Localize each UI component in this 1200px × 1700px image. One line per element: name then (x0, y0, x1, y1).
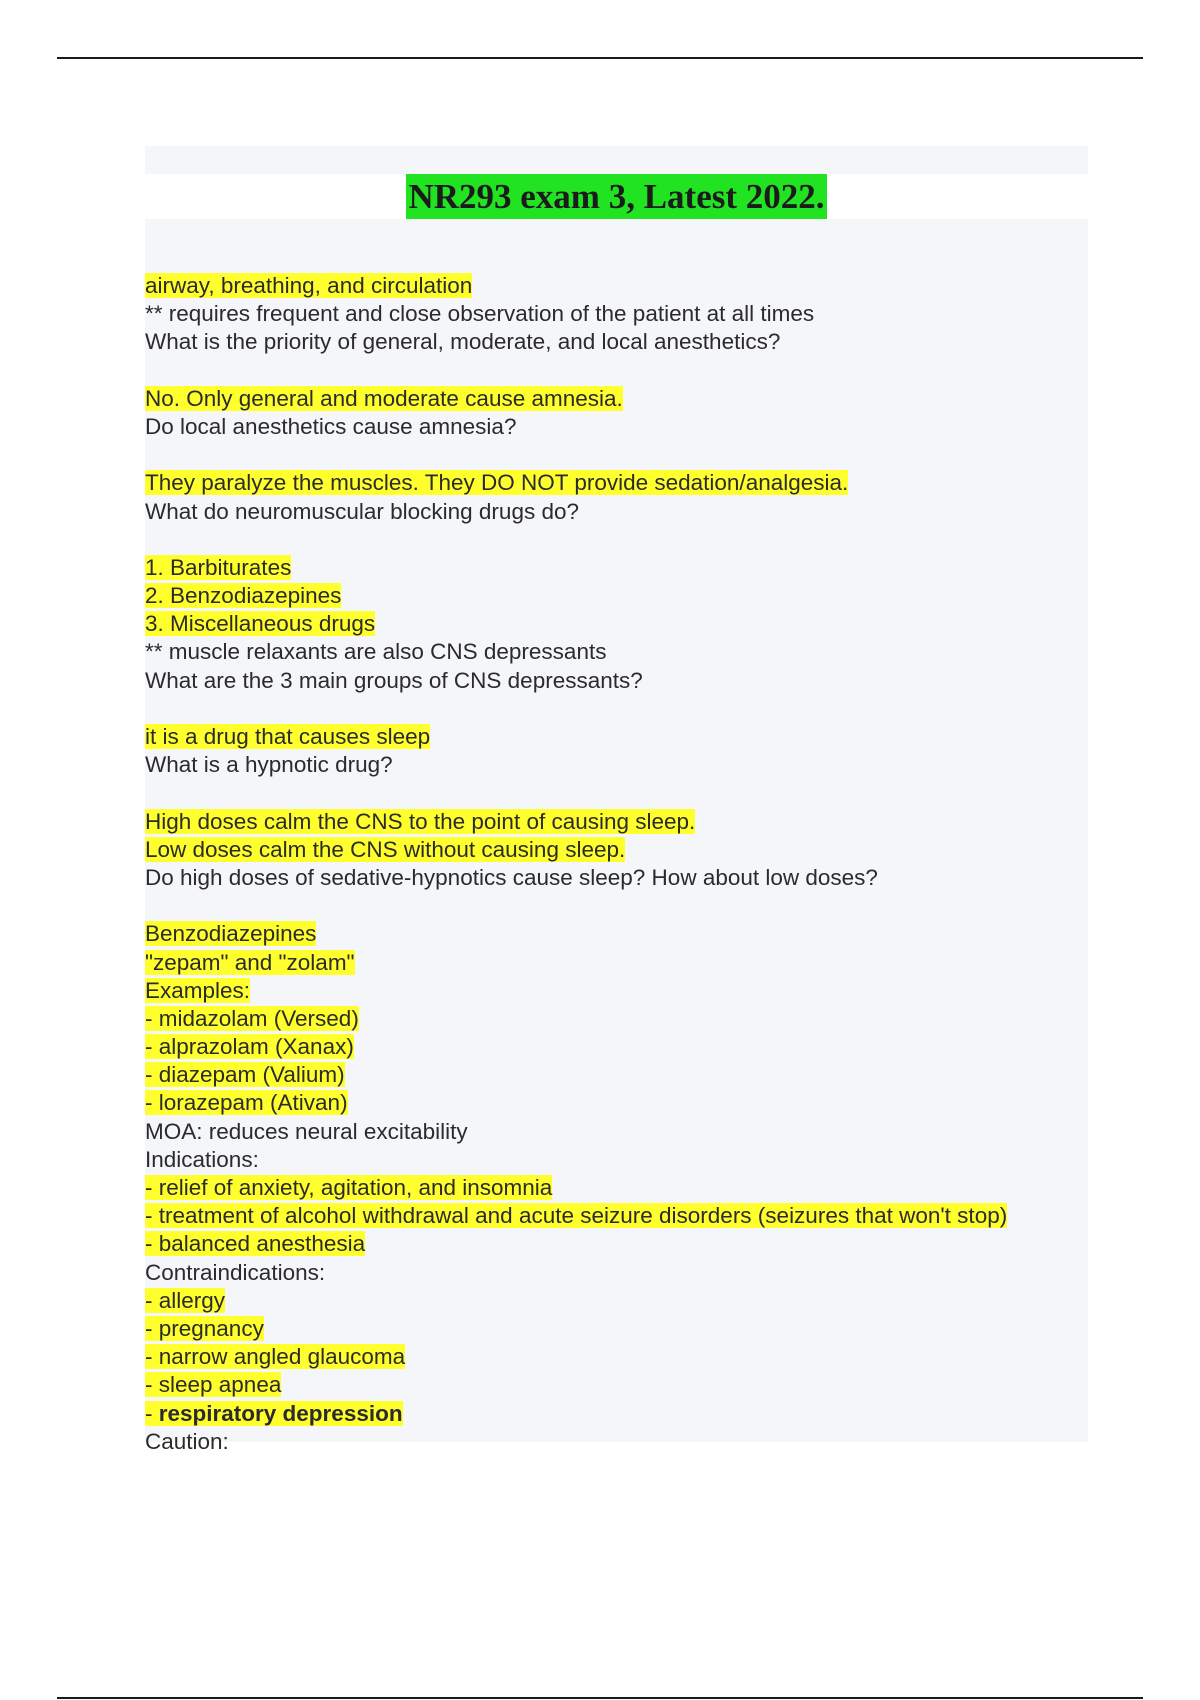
document-title: NR293 exam 3, Latest 2022. (406, 174, 826, 219)
block-gap (145, 441, 1088, 469)
contraindication-text: - pregnancy (145, 1315, 264, 1341)
benzo-example-text: - lorazepam (Ativan) (145, 1090, 348, 1116)
note-text: ** muscle relaxants are also CNS depressants (145, 639, 607, 665)
benzo-example-text-line (145, 1005, 1088, 1033)
block-gap (145, 357, 1088, 385)
answer-text: 2. Benzodiazepines (145, 583, 342, 609)
benzo-example-text: - diazepam (Valium) (145, 1062, 345, 1088)
answer-text: No. Only general and moderate cause amnesia. (145, 385, 623, 411)
question-text-line (145, 498, 1088, 526)
question-text: Do local anesthetics cause amnesia? (145, 413, 517, 439)
contraindication-text: - allergy (145, 1287, 226, 1313)
block-gap (145, 892, 1088, 920)
answer-text-line (145, 808, 1088, 836)
caution-label-line (145, 1428, 1088, 1456)
answer-text: 1. Barbiturates (145, 554, 292, 580)
indications-label: Indications: (145, 1146, 259, 1172)
indication-text: - relief of anxiety, agitation, and insomnia (145, 1175, 553, 1200)
contraindication-text-line (145, 1315, 1088, 1343)
top-rule (57, 57, 1143, 59)
bottom-rule (57, 1697, 1143, 1699)
answer-text-line (145, 272, 1088, 300)
contraindication-text-line (145, 1287, 1088, 1315)
indication-text: - balanced anesthesia (145, 1231, 366, 1257)
title-wrap (145, 174, 1088, 219)
contraindication-bold-text: respiratory depression (158, 1400, 403, 1426)
benzo-header-text: Benzodiazepines (145, 921, 317, 947)
contraindication-text: - narrow angled glaucoma (145, 1344, 406, 1370)
contraindication-text-line (145, 1371, 1088, 1399)
answer-text: Low doses calm the CNS without causing sleep. (145, 836, 626, 862)
question-text-line (145, 751, 1088, 779)
question-text-line (145, 667, 1088, 695)
benzo-moa-text: MOA: reduces neural excitability (145, 1118, 468, 1144)
answer-text-line (145, 554, 1088, 582)
document-page (145, 146, 1088, 1454)
contraindications-label: Contraindications: (145, 1259, 326, 1285)
answer-text-line (145, 723, 1088, 751)
block-gap (145, 526, 1088, 554)
answer-text: 3. Miscellaneous drugs (145, 611, 376, 637)
answer-text: it is a drug that causes sleep (145, 724, 431, 749)
block-gap (145, 695, 1088, 723)
indication-text: - treatment of alcohol withdrawal and acute seizure disorders (seizures that won't stop) (145, 1203, 1008, 1229)
caution-label: Caution: (145, 1428, 229, 1454)
answer-text-line (145, 582, 1088, 610)
note-text-line (145, 638, 1088, 666)
benzo-header-text-line (145, 977, 1088, 1005)
contraindications-label-line (145, 1259, 1088, 1287)
flashcard-content (145, 272, 1088, 1456)
note-text: ** requires frequent and close observation of the patient at all times (145, 301, 815, 327)
block-gap (145, 779, 1088, 807)
note-text-line (145, 300, 1088, 328)
indication-text-line (145, 1230, 1088, 1258)
answer-text: airway, breathing, and circulation (145, 273, 473, 298)
benzo-header-text: "zepam" and "zolam" (145, 949, 355, 975)
contraindication-text: - sleep apnea (145, 1372, 282, 1398)
benzo-example-text-line (145, 1061, 1088, 1089)
indication-text-line (145, 1202, 1088, 1230)
answer-text-line (145, 836, 1088, 864)
indications-label-line (145, 1146, 1088, 1174)
answer-text: They paralyze the muscles. They DO NOT provide sedation/analgesia. (145, 470, 849, 496)
benzo-header-text-line (145, 949, 1088, 977)
answer-text-line (145, 469, 1088, 497)
question-text: What do neuromuscular blocking drugs do? (145, 498, 579, 524)
question-text-line (145, 864, 1088, 892)
question-text: What is the priority of general, moderate, and local anesthetics? (145, 329, 781, 355)
benzo-header-text: Examples: (145, 977, 251, 1003)
benzo-example-text-line (145, 1033, 1088, 1061)
contraindication-bold-highlight (145, 1401, 403, 1426)
answer-text-line (145, 610, 1088, 638)
answer-text: High doses calm the CNS to the point of causing sleep. (145, 808, 696, 834)
question-text-line (145, 328, 1088, 356)
contraindication-text-line (145, 1343, 1088, 1371)
contraindication-bold-prefix: - (145, 1400, 159, 1426)
answer-text-line (145, 385, 1088, 413)
contraindication-bold-line (145, 1400, 1088, 1428)
question-text-line (145, 413, 1088, 441)
benzo-example-text: - midazolam (Versed) (145, 1005, 359, 1031)
question-text: What is a hypnotic drug? (145, 752, 393, 778)
benzo-moa-text-line (145, 1118, 1088, 1146)
question-text: Do high doses of sedative-hypnotics cause sleep? How about low doses? (145, 864, 878, 890)
benzo-example-text-line (145, 1089, 1088, 1117)
benzo-example-text: - alprazolam (Xanax) (145, 1034, 354, 1060)
indication-text-line (145, 1174, 1088, 1202)
benzo-header-text-line (145, 920, 1088, 948)
question-text: What are the 3 main groups of CNS depressants? (145, 667, 643, 693)
